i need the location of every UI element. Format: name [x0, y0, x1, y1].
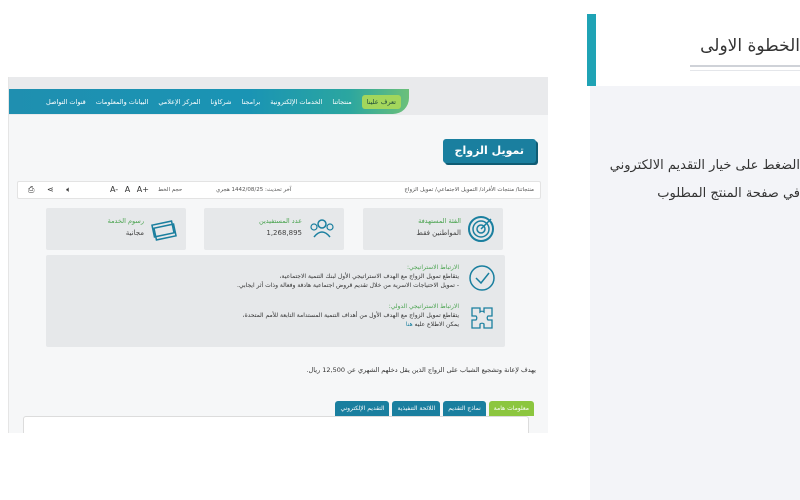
tab-online-application[interactable]: التقديم الإلكتروني [335, 401, 389, 416]
more-info-text: يمكن الاطلاع عليه [414, 321, 459, 328]
card-value: 1,268,895 [266, 229, 302, 237]
instruction-background [590, 86, 800, 500]
step-title: الخطوة الاولى [700, 36, 800, 56]
card-label: عدد المستفيدين [259, 217, 302, 225]
nav-item-partners[interactable]: شركاؤنا [210, 97, 232, 106]
beneficiaries-card [204, 208, 344, 250]
font-reset-button[interactable]: A [124, 185, 131, 194]
print-icon[interactable]: ⎙ [28, 185, 35, 194]
instruction-panel [590, 0, 800, 500]
card-value: مجانية [125, 229, 144, 237]
card-value: المواطنين فقط [416, 229, 461, 237]
nav-item-products[interactable]: منتجاتنا [332, 97, 352, 106]
font-increase-button[interactable]: A+ [136, 185, 149, 194]
puzzle-icon [467, 303, 497, 333]
info-bar [17, 181, 541, 199]
strategic-alignment-panel [46, 255, 505, 347]
speaker-icon[interactable]: 🔈︎ [66, 185, 72, 194]
nav-item-eservices[interactable]: الخدمات الإلكترونية [270, 97, 323, 106]
font-size-controls [110, 185, 149, 194]
money-icon [150, 215, 178, 243]
target-group-card [363, 208, 503, 250]
card-label: رسوم الخدمة [107, 217, 144, 225]
product-description: يهدف لإعانة وتشجيع الشباب على الزواج الذين يقل دخلهم الشهري عن 12,500 ريال. [306, 366, 536, 374]
tab-content [23, 416, 529, 433]
last-updated: آخر تحديث: 1442/08/25 هجري [216, 187, 292, 193]
strategic-line-2: - تمويل الاحتياجات الاسرية من خلال تقديم قروض اجتماعية هادفة وفعالة وذات أثر ايجابي. [237, 282, 459, 289]
step-instructions [600, 152, 800, 208]
strategy-icon [467, 263, 497, 293]
service-fees-card [46, 208, 186, 250]
target-icon [467, 215, 495, 243]
page-title: تمويل الزواج [443, 139, 536, 163]
nav-item-about[interactable]: تعرف علينا [362, 95, 401, 109]
international-title: الارتباط الاستراتيجي الدولي: [388, 303, 459, 310]
font-size-label: حجم الخط [158, 187, 183, 193]
accent-bar [587, 14, 596, 86]
more-info-link[interactable]: هنا [405, 321, 413, 328]
people-icon [308, 215, 336, 243]
more-info-line [99, 320, 459, 329]
international-line-1: يتقاطع تمويل الزواج مع الهدف الأول من أهداف التنمية المستدامة التابعة للأمم المتحدة، [242, 312, 459, 319]
strategic-line-1: يتقاطع تمويل الزواج مع الهدف الاستراتيجي الأول لبنك التنمية الاجتماعية، [279, 273, 459, 280]
step-line-1: الضغط على خيار التقديم الالكتروني [609, 158, 800, 173]
strategic-title: الارتباط الاستراتيجي: [406, 264, 459, 271]
page-tools [28, 185, 71, 195]
nav-item-data[interactable]: البيانات والمعلومات [95, 97, 149, 106]
main-navigation [9, 89, 409, 114]
nav-item-media[interactable]: المركز الإعلامي [158, 97, 201, 106]
nav-item-programs[interactable]: برامجنا [241, 97, 261, 106]
tab-application-forms[interactable]: نماذج التقديم [443, 401, 486, 416]
share-icon[interactable]: ⋖ [46, 185, 54, 194]
step-divider [690, 65, 800, 67]
nav-item-contact[interactable]: قنوات التواصل [46, 97, 86, 106]
card-label: الفئة المستهدفة [418, 217, 461, 225]
website-screenshot [8, 77, 548, 433]
tab-regulations[interactable]: اللائحة التنفيذية [392, 401, 440, 416]
font-decrease-button[interactable]: A- [110, 185, 119, 194]
product-tabs [335, 401, 534, 416]
step-line-2: في صفحة المنتج المطلوب [657, 186, 800, 201]
breadcrumb[interactable]: منتجاتنا/ منتجات الأفراد/ التمويل الاجتماعي/ تمويل الزواج [404, 187, 534, 193]
step-divider-secondary [690, 70, 800, 71]
tab-important-info[interactable]: معلومات هامة [489, 401, 534, 416]
